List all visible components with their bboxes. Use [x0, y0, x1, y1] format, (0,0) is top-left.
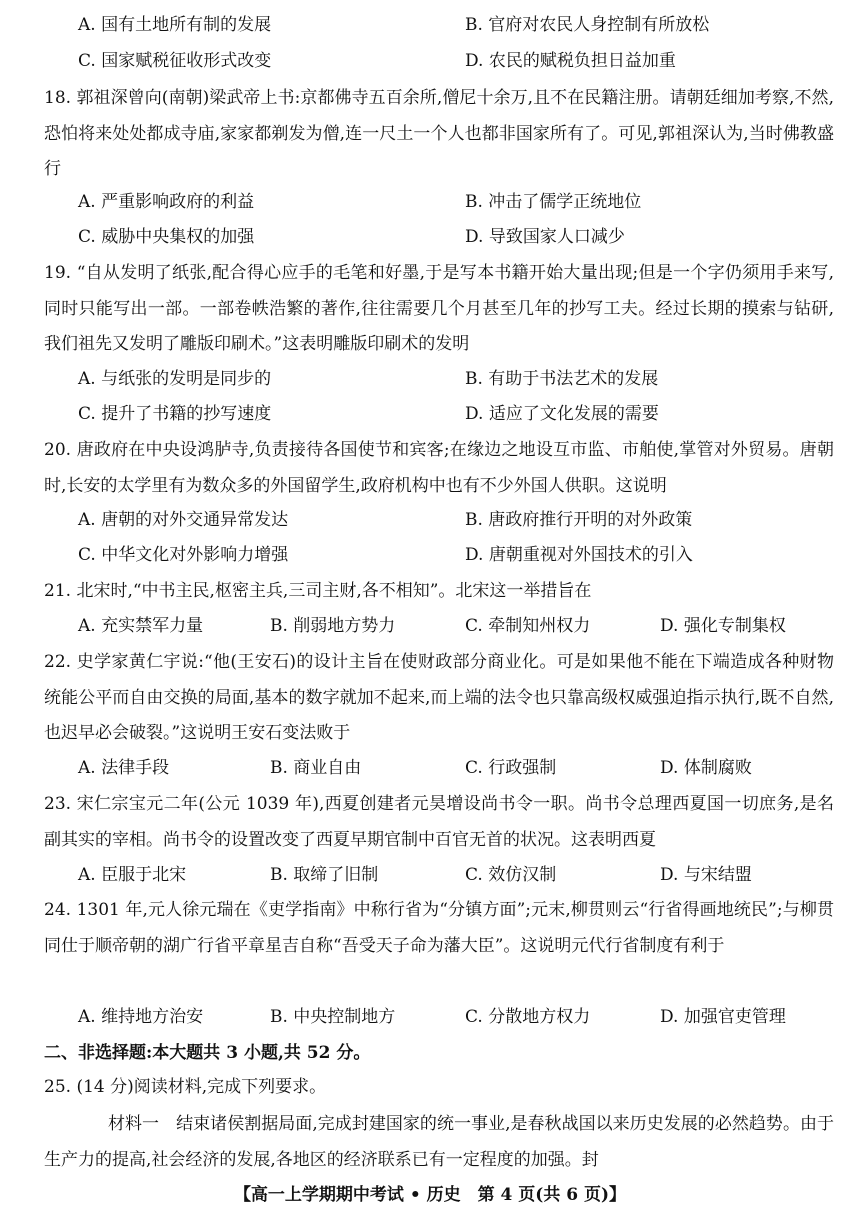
q23-option-d: D. 与宋结盟 — [660, 865, 752, 885]
q19-option-c: C. 提升了书籍的抄写速度 — [78, 404, 272, 424]
q24-option-c: C. 分散地方权力 — [465, 1007, 591, 1027]
q18-option-a: A. 严重影响政府的利益 — [78, 192, 255, 212]
q20-option-c: C. 中华文化对外影响力增强 — [78, 545, 289, 565]
q19-stem: 19. “自从发明了纸张,配合得心应手的毛笔和好墨,于是写本书籍开始大量出现;但是一个字仍须用手来写,同时只能写出一部。一部卷帙浩繁的著作,往往需要几个月甚至几年的抄写工夫。经过长期的摸索与钻研,我们祖先又发明了雕版印刷术。”这表明雕版印刷术的发明 — [44, 263, 834, 354]
q23-option-a: A. 臣服于北宋 — [78, 865, 187, 885]
q23-option-c: C. 效仿汉制 — [465, 865, 557, 885]
q20-option-a: A. 唐朝的对外交通异常发达 — [78, 510, 289, 530]
q20-options-row-2 — [0, 540, 860, 570]
q17-option-d: D. 农民的赋税负担日益加重 — [465, 51, 676, 71]
q18-option-c: C. 威胁中央集权的加强 — [78, 227, 255, 247]
q25-stem: 25. (14 分)阅读材料,完成下列要求。 — [44, 1077, 327, 1097]
q20-stem: 20. 唐政府在中央设鸿胪寺,负责接待各国使节和宾客;在缘边之地设互市监、市舶使,掌管对外贸易。唐朝时,长安的太学里有为数众多的外国留学生,政府机构中也有不少外国人供职。这说明 — [44, 440, 834, 496]
q25-material-1: 材料一 结束诸侯割据局面,完成封建国家的统一事业,是春秋战国以来历史发展的必然趋势。由于生产力的提高,社会经济的发展,各地区的经济联系已有一定程度的加强。封 — [44, 1114, 834, 1170]
q21-option-c: C. 牵制知州权力 — [465, 616, 591, 636]
q20-option-d: D. 唐朝重视对外国技术的引入 — [465, 545, 693, 565]
q24-option-b: B. 中央控制地方 — [270, 1007, 396, 1027]
q23-stem: 23. 宋仁宗宝元二年(公元 1039 年),西夏创建者元昊增设尚书令一职。尚书令总理西夏国一切庶务,是名副其实的宰相。尚书令的设置改变了西夏早期官制中百官无首的状况。这表明西夏 — [44, 794, 834, 850]
q18-option-b: B. 冲击了儒学正统地位 — [465, 192, 642, 212]
q20-option-b: B. 唐政府推行开明的对外政策 — [465, 510, 693, 530]
q19-option-a: A. 与纸张的发明是同步的 — [78, 369, 272, 389]
q24-option-a: A. 维持地方治安 — [78, 1007, 204, 1027]
q24-options-row — [0, 1002, 860, 1032]
section-2-title: 二、非选择题:本大题共 3 小题,共 52 分。 — [44, 1043, 371, 1063]
q18-option-d: D. 导致国家人口减少 — [465, 227, 625, 247]
q21-option-b: B. 削弱地方势力 — [270, 616, 396, 636]
q19-option-d: D. 适应了文化发展的需要 — [465, 404, 659, 424]
q23-options-row — [0, 860, 860, 890]
q23-option-b: B. 取缔了旧制 — [270, 865, 379, 885]
q17-options-row-2 — [0, 46, 860, 76]
q24-option-d: D. 加强官吏管理 — [660, 1007, 786, 1027]
q22-option-a: A. 法律手段 — [78, 758, 170, 778]
q20-options-row-1 — [0, 505, 860, 535]
q19-options-row-1 — [0, 364, 860, 394]
q17-option-a: A. 国有土地所有制的发展 — [78, 15, 272, 35]
q21-options-row — [0, 611, 860, 641]
q21-stem: 21. 北宋时,“中书主民,枢密主兵,三司主财,各不相知”。北宋这一举措旨在 — [44, 581, 592, 601]
q17-options-row-1 — [0, 10, 860, 40]
q18-stem: 18. 郭祖深曾向(南朝)梁武帝上书:京都佛寺五百余所,僧尼十余万,且不在民籍注册。请朝廷细加考察,不然,恐怕将来处处都成寺庙,家家都剃发为僧,连一尺土一个人也都非国家所有了。可见,郭祖深认为,当时佛教盛行 — [44, 88, 834, 179]
q19-options-row-2 — [0, 399, 860, 429]
q22-option-d: D. 体制腐败 — [660, 758, 752, 778]
q21-option-d: D. 强化专制集权 — [660, 616, 786, 636]
q22-options-row — [0, 753, 860, 783]
q22-option-c: C. 行政强制 — [465, 758, 557, 778]
q18-options-row-1 — [0, 187, 860, 217]
q17-option-b: B. 官府对农民人身控制有所放松 — [465, 15, 710, 35]
q22-option-b: B. 商业自由 — [270, 758, 362, 778]
q22-stem: 22. 史学家黄仁宇说:“他(王安石)的设计主旨在使财政部分商业化。可是如果他不能在下端造成各种财物统能公平而自由交换的局面,基本的数字就加不起来,而上端的法令也只靠高级权威强迫指示执行,既不自然,也迟早必会破裂。”这说明王安石变法败于 — [44, 652, 834, 743]
q19-option-b: B. 有助于书法艺术的发展 — [465, 369, 659, 389]
page-footer: 【高一上学期期中考试 • 历史 第 4 页(共 6 页)】 — [233, 1185, 627, 1205]
q21-option-a: A. 充实禁军力量 — [78, 616, 204, 636]
q18-options-row-2 — [0, 222, 860, 252]
q17-option-c: C. 国家赋税征收形式改变 — [78, 51, 272, 71]
q24-stem: 24. 1301 年,元人徐元瑞在《吏学指南》中称行省为“分镇方面”;元末,柳贯则云“行省得画地统民”;与柳贯同仕于顺帝朝的湖广行省平章星吉自称“吾受天子命为藩大臣”。这说明元代行省制度有利于 — [44, 900, 834, 956]
